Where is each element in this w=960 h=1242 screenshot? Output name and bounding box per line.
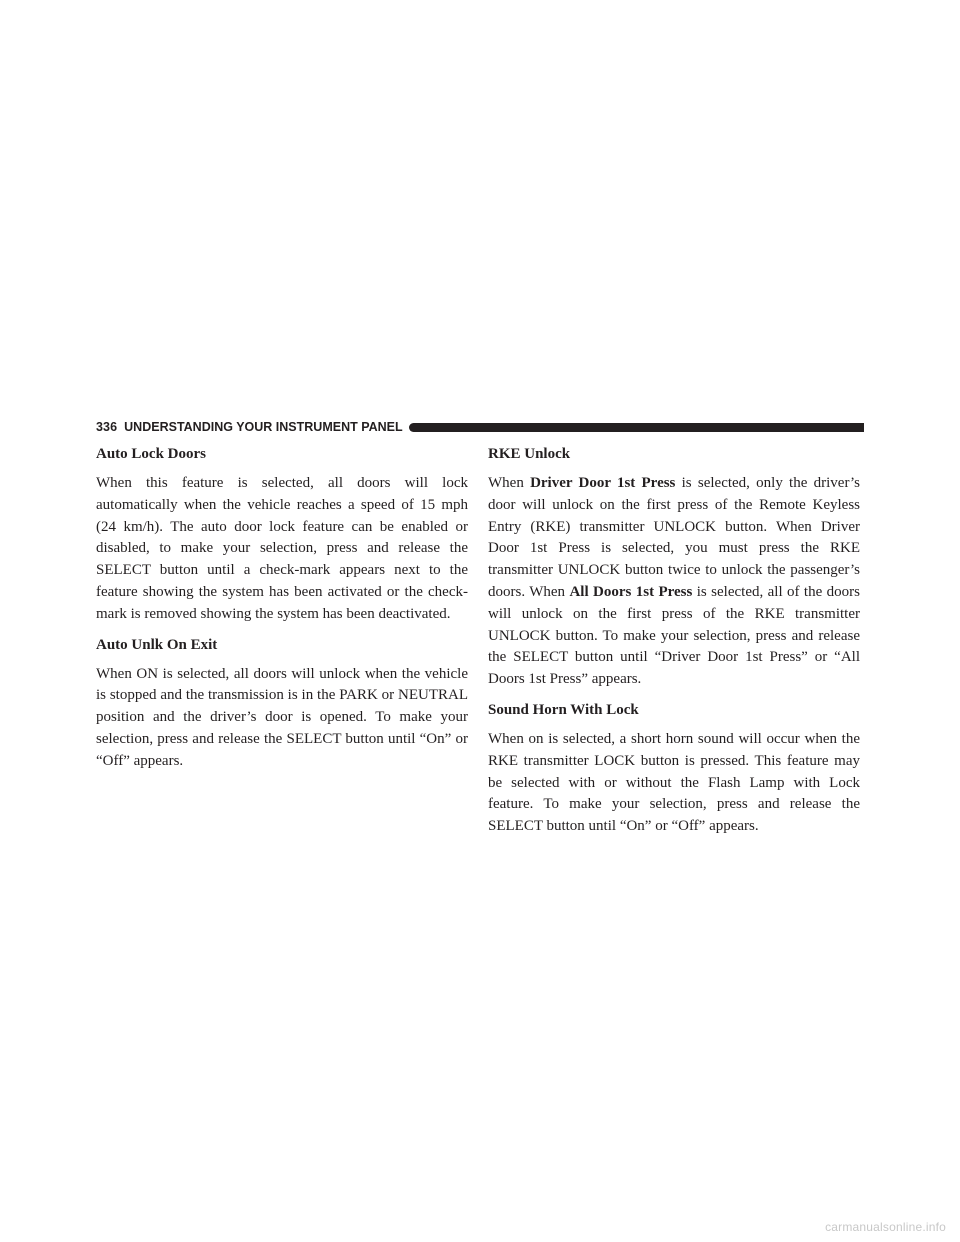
header-rule — [409, 423, 864, 432]
rke-text-2: is selected, only the driver’s door will unlock on the first press of the Remote Keyless Entry (RKE) transmitter UNLOCK button. When Driver Door 1st Press is selected, you must press the RKE transmitter UNLOCK button twice to unlock the passenger’s doors. When — [488, 475, 860, 600]
rke-text-3: is selected, all of the doors will unlock on the first press of the RKE transmitter UNLOCK button. To make your selection, press and release the SELECT button until “Driver Door 1st Press” or “All Doors 1st Press” appears. — [488, 583, 860, 688]
rke-bold-all-doors: All Doors 1st Press — [569, 583, 693, 600]
watermark-logo: carmanualsonline.info — [825, 1220, 946, 1234]
right-column — [488, 444, 860, 847]
paragraph-auto-lock-doors: When this feature is selected, all doors will lock automatically when the vehicle reaches a speed of 15 mph (24 km/h). The auto door lock feature can be enabled or disabled, to make your selection, press and release the SELECT button until a check-mark appears next to the feature showing the system has been activated or the check-mark is removed showing the system has been deactivated. — [96, 475, 468, 622]
rke-text-1: When — [488, 475, 531, 491]
section-title: UNDERSTANDING YOUR INSTRUMENT PANEL — [124, 420, 403, 434]
heading-auto-unlk-on-exit: Auto Unlk On Exit — [96, 636, 218, 653]
page-header — [96, 419, 864, 435]
rke-bold-driver-door: Driver Door 1st Press — [530, 475, 676, 491]
left-column — [96, 444, 468, 782]
paragraph-sound-horn-with-lock: When on is selected, a short horn sound will occur when the RKE transmitter LOCK button is pressed. This feature may be selected with or without the Flash Lamp with Lock feature. To make your selection, press and release the SELECT button until “On” or “Off” appears. — [488, 730, 860, 835]
heading-auto-lock-doors: Auto Lock Doors — [96, 446, 207, 462]
heading-rke-unlock: RKE Unlock — [488, 446, 571, 462]
paragraph-auto-unlk-on-exit: When ON is selected, all doors will unlock when the vehicle is stopped and the transmission is in the PARK or NEUTRAL position and the driver’s door is opened. To make your selection, press and release the SELECT button until “On” or “Off” appears. — [96, 665, 468, 769]
paragraph-rke-unlock — [488, 473, 860, 691]
heading-sound-horn-with-lock: Sound Horn With Lock — [488, 701, 639, 718]
page-number: 336 — [96, 420, 118, 434]
